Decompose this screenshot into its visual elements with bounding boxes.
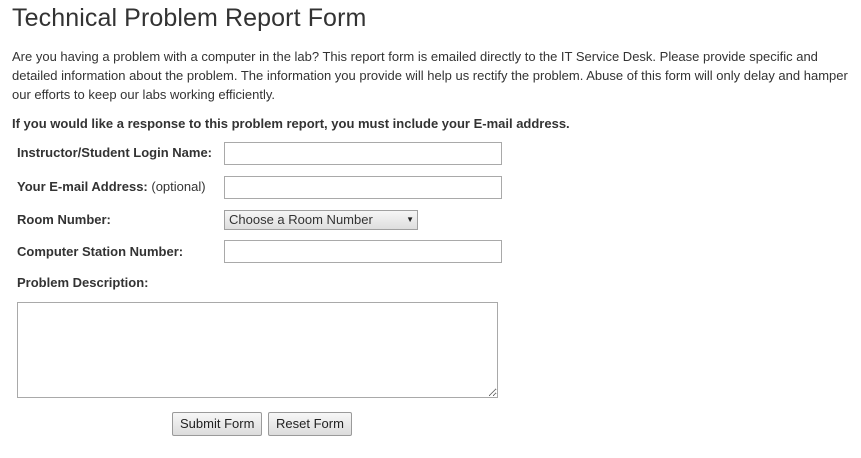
description-label: Problem Description: [17,275,149,290]
room-label: Room Number: [17,212,111,227]
room-select-value: Choose a Room Number [229,212,373,227]
login-name-input[interactable] [224,142,502,165]
reset-button[interactable]: Reset Form [268,412,352,436]
page-title: Technical Problem Report Form [12,4,367,32]
dropdown-arrow-icon: ▼ [406,215,414,224]
station-number-input[interactable] [224,240,502,263]
login-label: Instructor/Student Login Name: [17,145,212,160]
email-input[interactable] [224,176,502,199]
email-label-text: Your E-mail Address: [17,179,148,194]
room-number-select[interactable] [224,210,418,230]
email-optional-note: (optional) [151,179,206,194]
submit-button[interactable]: Submit Form [172,412,262,436]
email-notice: If you would like a response to this problem report, you must include your E-mail address. [12,116,570,131]
station-label: Computer Station Number: [17,244,184,259]
email-label [17,175,206,199]
intro-paragraph: Are you having a problem with a computer in the lab? This report form is emailed directly to the IT Service Desk. Please provide specific and detailed information about the problem. The information you provide will help us rectify the problem. Abuse of this form will only delay and hamper our efforts to keep our labs working efficiently. [12,49,848,102]
problem-description-textarea[interactable] [17,302,498,398]
